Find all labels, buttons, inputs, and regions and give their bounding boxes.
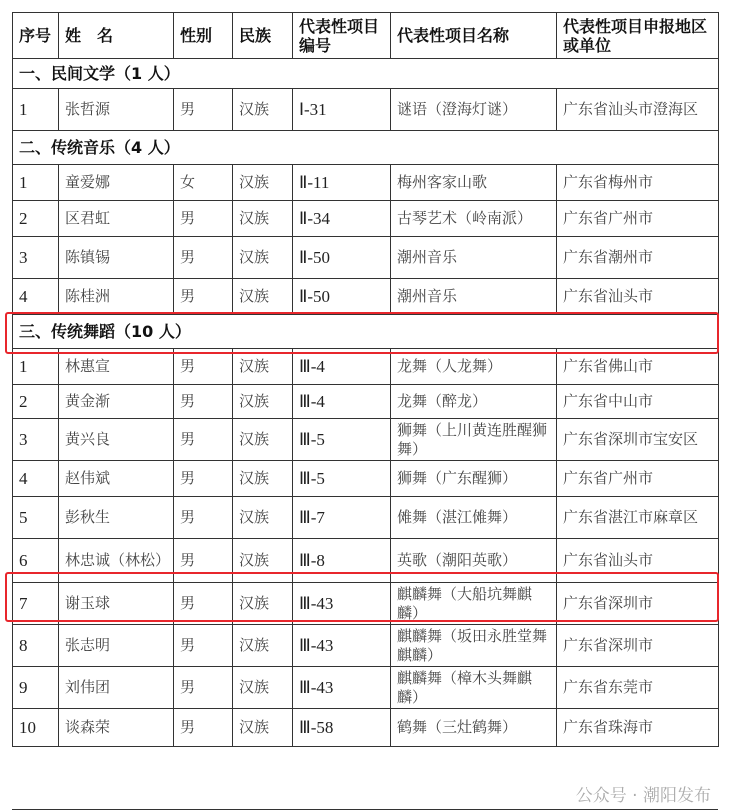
ethnicity-cell: 汉族 [233, 625, 293, 667]
table-row [13, 89, 719, 131]
project-name-cell: 鹤舞（三灶鹤舞） [391, 709, 557, 747]
project-code-cell: Ⅲ-7 [293, 497, 391, 539]
seq-cell: 5 [13, 497, 59, 539]
section-title: 三、传统舞蹈（10 人） [13, 315, 719, 349]
seq-cell: 7 [13, 583, 59, 625]
region-cell: 广东省珠海市 [557, 709, 719, 747]
table-row [13, 165, 719, 201]
project-name-cell: 麒麟舞（樟木头舞麒麟） [391, 667, 557, 709]
heritage-inheritors-table [12, 12, 719, 747]
project-name-cell: 傩舞（湛江傩舞） [391, 497, 557, 539]
project-code-cell: Ⅱ-50 [293, 279, 391, 315]
gender-cell: 男 [174, 583, 233, 625]
column-header: 代表性项目申报地区或单位 [557, 13, 719, 59]
project-code-cell: Ⅱ-34 [293, 201, 391, 237]
table-row [13, 461, 719, 497]
table-row [13, 279, 719, 315]
section-row [13, 131, 719, 165]
seq-cell: 4 [13, 279, 59, 315]
project-name-cell: 龙舞（人龙舞） [391, 349, 557, 385]
ethnicity-cell: 汉族 [233, 709, 293, 747]
project-code-cell: Ⅲ-43 [293, 583, 391, 625]
table-row [13, 349, 719, 385]
name-cell: 黄金渐 [59, 385, 174, 419]
project-code-cell: Ⅲ-4 [293, 385, 391, 419]
column-header: 序号 [13, 13, 59, 59]
table-row [13, 583, 719, 625]
gender-cell: 男 [174, 497, 233, 539]
name-cell: 区君虹 [59, 201, 174, 237]
gender-cell: 男 [174, 709, 233, 747]
seq-cell: 2 [13, 385, 59, 419]
seq-cell: 6 [13, 539, 59, 583]
project-name-cell: 麒麟舞（坂田永胜堂舞麒麟） [391, 625, 557, 667]
table-row [13, 237, 719, 279]
name-cell: 林忠诚（林松） [59, 539, 174, 583]
region-cell: 广东省汕头市 [557, 539, 719, 583]
region-cell: 广东省深圳市 [557, 625, 719, 667]
watermark: 公众号 · 潮阳发布 [575, 786, 711, 806]
gender-cell: 男 [174, 419, 233, 461]
ethnicity-cell: 汉族 [233, 539, 293, 583]
section-title: 二、传统音乐（4 人） [13, 131, 719, 165]
gender-cell: 男 [174, 237, 233, 279]
ethnicity-cell: 汉族 [233, 667, 293, 709]
column-header: 民族 [233, 13, 293, 59]
project-name-cell: 梅州客家山歌 [391, 165, 557, 201]
column-header: 代表性项目编号 [293, 13, 391, 59]
ethnicity-cell: 汉族 [233, 165, 293, 201]
project-name-cell: 麒麟舞（大船坑舞麒麟） [391, 583, 557, 625]
seq-cell: 8 [13, 625, 59, 667]
gender-cell: 男 [174, 385, 233, 419]
region-cell: 广东省汕头市 [557, 279, 719, 315]
name-cell: 张哲源 [59, 89, 174, 131]
section-row [13, 315, 719, 349]
gender-cell: 女 [174, 165, 233, 201]
project-name-cell: 狮舞（上川黄连胜醒狮舞） [391, 419, 557, 461]
seq-cell: 3 [13, 237, 59, 279]
gender-cell: 男 [174, 539, 233, 583]
gender-cell: 男 [174, 89, 233, 131]
project-name-cell: 潮州音乐 [391, 279, 557, 315]
region-cell: 广东省汕头市澄海区 [557, 89, 719, 131]
region-cell: 广东省东莞市 [557, 667, 719, 709]
project-name-cell: 狮舞（广东醒狮） [391, 461, 557, 497]
ethnicity-cell: 汉族 [233, 349, 293, 385]
region-cell: 广东省中山市 [557, 385, 719, 419]
project-code-cell: Ⅲ-5 [293, 419, 391, 461]
region-cell: 广东省深圳市 [557, 583, 719, 625]
section-title: 一、民间文学（1 人） [13, 59, 719, 89]
name-cell: 谢玉球 [59, 583, 174, 625]
table-row [13, 539, 719, 583]
ethnicity-cell: 汉族 [233, 497, 293, 539]
region-cell: 广东省湛江市麻章区 [557, 497, 719, 539]
project-code-cell: Ⅲ-4 [293, 349, 391, 385]
ethnicity-cell: 汉族 [233, 89, 293, 131]
table-row [13, 385, 719, 419]
name-cell: 刘伟团 [59, 667, 174, 709]
seq-cell: 1 [13, 165, 59, 201]
project-name-cell: 潮州音乐 [391, 237, 557, 279]
ethnicity-cell: 汉族 [233, 385, 293, 419]
seq-cell: 9 [13, 667, 59, 709]
project-code-cell: Ⅲ-8 [293, 539, 391, 583]
project-code-cell: Ⅰ-31 [293, 89, 391, 131]
gender-cell: 男 [174, 349, 233, 385]
ethnicity-cell: 汉族 [233, 237, 293, 279]
seq-cell: 10 [13, 709, 59, 747]
seq-cell: 1 [13, 349, 59, 385]
ethnicity-cell: 汉族 [233, 461, 293, 497]
seq-cell: 3 [13, 419, 59, 461]
gender-cell: 男 [174, 461, 233, 497]
gender-cell: 男 [174, 279, 233, 315]
region-cell: 广东省深圳市宝安区 [557, 419, 719, 461]
ethnicity-cell: 汉族 [233, 419, 293, 461]
project-name-cell: 谜语（澄海灯谜） [391, 89, 557, 131]
gender-cell: 男 [174, 625, 233, 667]
name-cell: 彭秋生 [59, 497, 174, 539]
region-cell: 广东省广州市 [557, 201, 719, 237]
project-name-cell: 英歌（潮阳英歌） [391, 539, 557, 583]
project-name-cell: 龙舞（醉龙） [391, 385, 557, 419]
region-cell: 广东省佛山市 [557, 349, 719, 385]
column-header: 性别 [174, 13, 233, 59]
name-cell: 谈森荣 [59, 709, 174, 747]
name-cell: 赵伟斌 [59, 461, 174, 497]
section-row [13, 59, 719, 89]
region-cell: 广东省广州市 [557, 461, 719, 497]
table-row [13, 201, 719, 237]
name-cell: 林惠宣 [59, 349, 174, 385]
divider [12, 809, 718, 810]
header-row [13, 13, 719, 59]
project-code-cell: Ⅱ-50 [293, 237, 391, 279]
seq-cell: 4 [13, 461, 59, 497]
seq-cell: 2 [13, 201, 59, 237]
project-code-cell: Ⅱ-11 [293, 165, 391, 201]
region-cell: 广东省梅州市 [557, 165, 719, 201]
table-row [13, 497, 719, 539]
name-cell: 童爱娜 [59, 165, 174, 201]
table-row [13, 625, 719, 667]
name-cell: 张志明 [59, 625, 174, 667]
ethnicity-cell: 汉族 [233, 201, 293, 237]
table-row [13, 667, 719, 709]
project-code-cell: Ⅲ-43 [293, 667, 391, 709]
gender-cell: 男 [174, 667, 233, 709]
name-cell: 陈镇锡 [59, 237, 174, 279]
region-cell: 广东省潮州市 [557, 237, 719, 279]
seq-cell: 1 [13, 89, 59, 131]
project-code-cell: Ⅲ-43 [293, 625, 391, 667]
ethnicity-cell: 汉族 [233, 279, 293, 315]
table-row [13, 419, 719, 461]
column-header: 姓 名 [59, 13, 174, 59]
name-cell: 黄兴良 [59, 419, 174, 461]
column-header: 代表性项目名称 [391, 13, 557, 59]
ethnicity-cell: 汉族 [233, 583, 293, 625]
project-code-cell: Ⅲ-58 [293, 709, 391, 747]
gender-cell: 男 [174, 201, 233, 237]
table-row [13, 709, 719, 747]
project-name-cell: 古琴艺术（岭南派） [391, 201, 557, 237]
name-cell: 陈桂洲 [59, 279, 174, 315]
project-code-cell: Ⅲ-5 [293, 461, 391, 497]
